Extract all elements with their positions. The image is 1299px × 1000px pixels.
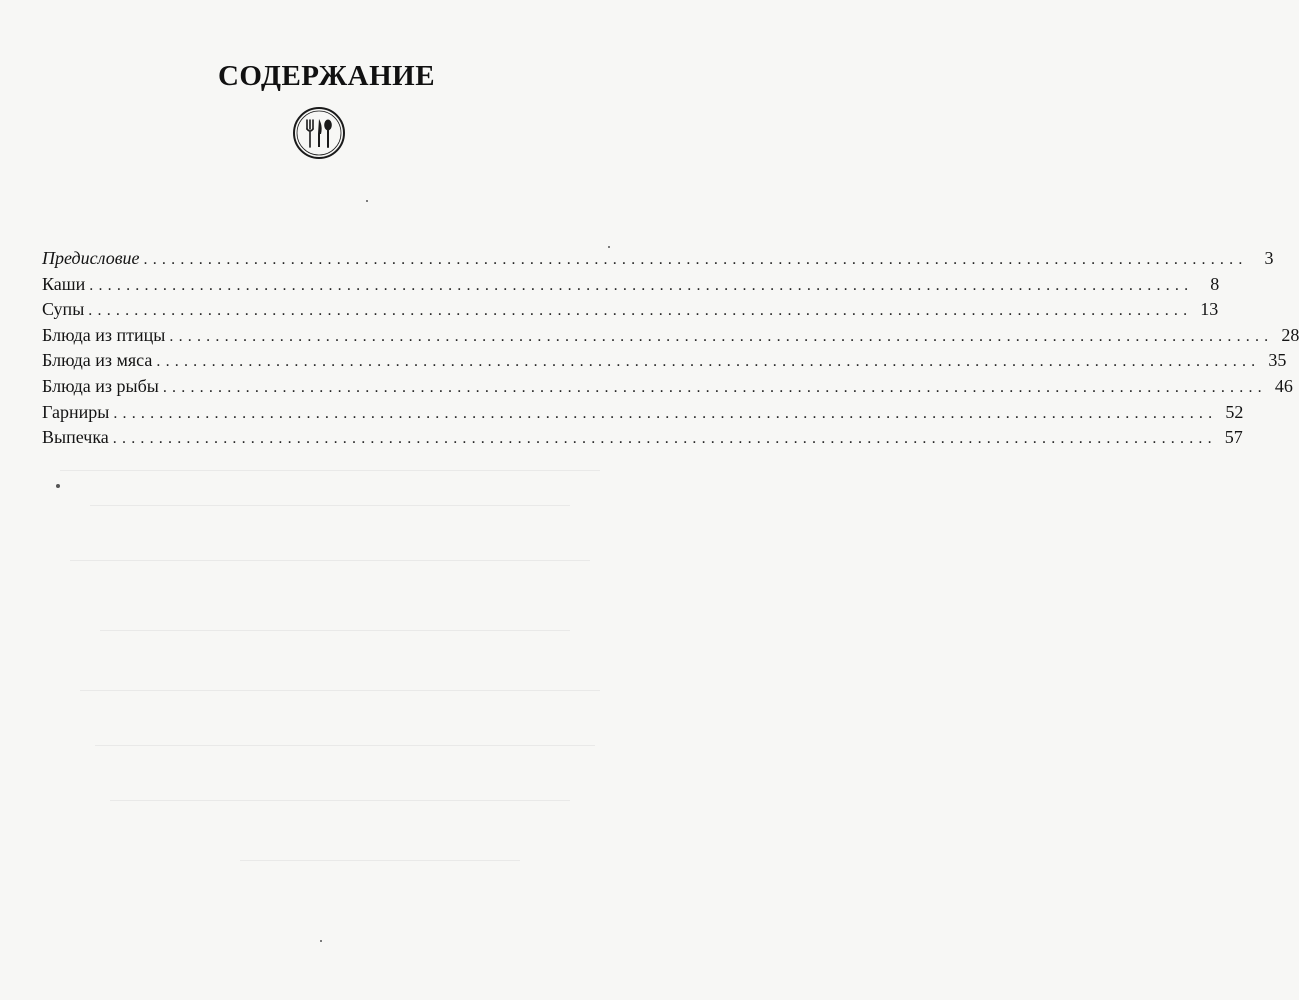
toc-dot-leader: ........................................................................................................................ (89, 276, 1194, 294)
toc-entry-page-number: 8 (1210, 273, 1220, 294)
toc-entry (42, 297, 1219, 323)
bleed-through-line (100, 630, 570, 631)
toc-entry-label: Блюда из рыбы (42, 375, 159, 396)
toc-entry-page-number: 13 (1200, 299, 1219, 320)
toc-entry (42, 348, 1287, 374)
toc-dot-leader: ........................................................................................................................ (143, 251, 1248, 268)
toc-entry-label: Каши (42, 273, 86, 294)
bleed-through-line (80, 690, 600, 691)
toc-dot-leader: ........................................................................................................................ (88, 302, 1193, 320)
paper-speck (320, 940, 322, 942)
toc-entry (42, 425, 1243, 451)
toc-entry-page-number: 28 (1281, 324, 1299, 345)
toc-entry (42, 272, 1220, 298)
toc-entry-label: Блюда из мяса (42, 350, 153, 371)
table-of-contents (42, 246, 1299, 451)
bleed-through-line (70, 560, 590, 561)
toc-entry (42, 246, 1274, 272)
toc-dot-leader: ........................................................................................................................ (112, 430, 1217, 448)
toc-entry-label: Блюда из птицы (42, 324, 166, 345)
toc-entry-page-number: 52 (1225, 401, 1244, 422)
paper-speck (366, 200, 368, 202)
toc-dot-leader: ........................................................................................................................ (156, 353, 1261, 371)
bleed-through-line (95, 745, 595, 746)
toc-dot-leader: ........................................................................................................................ (162, 378, 1267, 396)
toc-dot-leader: ........................................................................................................................ (169, 327, 1274, 345)
bleed-through-line (90, 505, 570, 506)
bleed-through-line (110, 800, 570, 801)
toc-entry (42, 323, 1299, 349)
toc-entry-page-number: 46 (1274, 375, 1293, 396)
toc-entry-page-number: 57 (1224, 427, 1243, 448)
bleed-through-line (60, 470, 600, 471)
paper-speck (608, 246, 610, 248)
paper-speck (56, 484, 60, 488)
toc-entry-label: Выпечка (42, 427, 109, 448)
bleed-through-line (240, 860, 520, 861)
fork-spoon-knife-emblem-icon (292, 106, 346, 160)
toc-entry-label: Предисловие (42, 248, 140, 268)
page-title: СОДЕРЖАНИЕ (217, 60, 436, 92)
toc-entry (42, 400, 1244, 426)
toc-dot-leader: ........................................................................................................................ (113, 404, 1218, 422)
toc-entry-label: Супы (42, 299, 85, 320)
toc-entry (42, 374, 1293, 400)
toc-entry-page-number: 35 (1268, 350, 1287, 371)
toc-entry-page-number: 3 (1264, 248, 1274, 268)
toc-entry-label: Гарниры (42, 401, 110, 422)
